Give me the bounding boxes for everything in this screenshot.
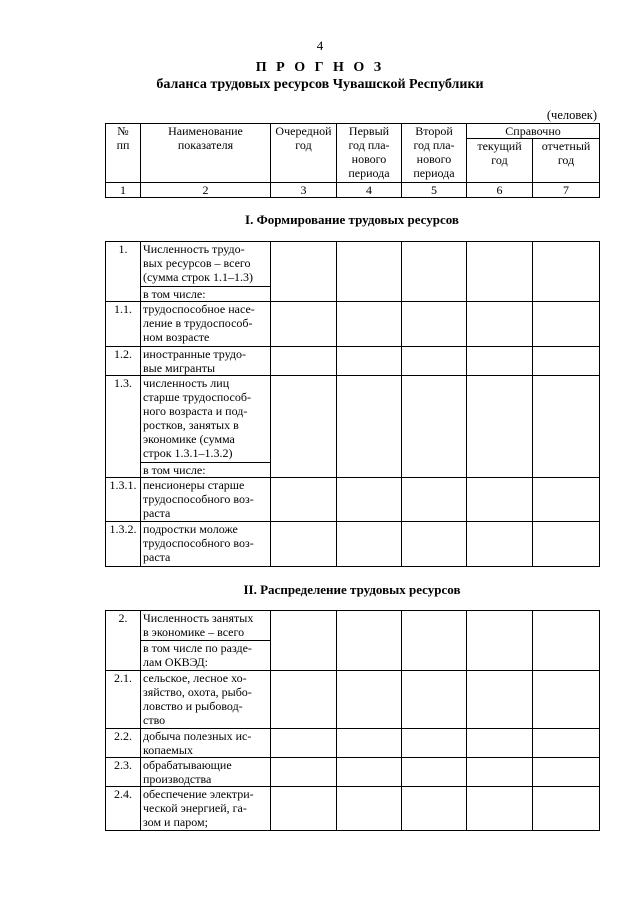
header-col7: отчетный год <box>533 139 600 183</box>
value-cell[interactable] <box>533 758 600 787</box>
value-cell[interactable] <box>337 522 402 567</box>
value-cell[interactable] <box>337 376 402 478</box>
value-cell[interactable] <box>271 242 337 302</box>
header-col5: Второй год пла- нового периода <box>402 124 467 183</box>
value-cell[interactable] <box>337 758 402 787</box>
colnum-3: 3 <box>271 183 337 198</box>
row-label: Численность занятых в экономике – всего <box>141 611 271 641</box>
unit-label: (человек) <box>546 108 597 122</box>
value-cell[interactable] <box>337 347 402 376</box>
value-cell[interactable] <box>402 376 467 478</box>
document-title: П Р О Г Н О З <box>255 60 385 75</box>
row-label: численность лиц старше трудоспособ- ного возраста и под- ростков, занятых в экономике (сумма строк 1.3.1–1.3.2) <box>141 376 271 463</box>
value-cell[interactable] <box>533 671 600 729</box>
value-cell[interactable] <box>271 758 337 787</box>
section1-title: I. Формирование трудовых ресурсов <box>245 212 459 227</box>
row-label: обрабатывающие производства <box>141 758 271 787</box>
value-cell[interactable] <box>271 671 337 729</box>
row-label: добыча полезных ис- копаемых <box>141 729 271 758</box>
value-cell[interactable] <box>467 242 533 302</box>
value-cell[interactable] <box>402 522 467 567</box>
value-cell[interactable] <box>337 787 402 831</box>
value-cell[interactable] <box>402 611 467 671</box>
value-cell[interactable] <box>467 729 533 758</box>
value-cell[interactable] <box>271 787 337 831</box>
row-label: трудоспособное насе- ление в трудоспособ- ном возрасте <box>141 302 271 347</box>
colnum-5: 5 <box>402 183 467 198</box>
value-cell[interactable] <box>402 478 467 522</box>
value-cell[interactable] <box>467 302 533 347</box>
value-cell[interactable] <box>402 787 467 831</box>
value-cell[interactable] <box>533 347 600 376</box>
value-cell[interactable] <box>467 376 533 478</box>
row-label: пенсионеры старше трудоспособного воз- раста <box>141 478 271 522</box>
value-cell[interactable] <box>402 242 467 302</box>
colnum-4: 4 <box>337 183 402 198</box>
value-cell[interactable] <box>271 729 337 758</box>
section2-table <box>105 610 600 831</box>
value-cell[interactable] <box>467 522 533 567</box>
header-table <box>105 123 600 198</box>
value-cell[interactable] <box>467 347 533 376</box>
row-number: 2.2. <box>106 729 141 758</box>
value-cell[interactable] <box>467 611 533 671</box>
header-reference: Справочно <box>467 124 600 139</box>
value-cell[interactable] <box>337 611 402 671</box>
value-cell[interactable] <box>337 478 402 522</box>
value-cell[interactable] <box>337 302 402 347</box>
header-col1: № пп <box>106 124 141 183</box>
row-number: 2.1. <box>106 671 141 729</box>
row-label: иностранные трудо- вые мигранты <box>141 347 271 376</box>
value-cell[interactable] <box>533 302 600 347</box>
row-label: обеспечение электри- ческой энергией, га- зом и паром; <box>141 787 271 831</box>
row-sublabel: в том числе по разде- лам ОКВЭД: <box>141 641 271 671</box>
row-number: 1.3. <box>106 376 141 478</box>
value-cell[interactable] <box>533 729 600 758</box>
value-cell[interactable] <box>337 671 402 729</box>
value-cell[interactable] <box>271 347 337 376</box>
value-cell[interactable] <box>337 242 402 302</box>
row-number: 2.4. <box>106 787 141 831</box>
row-number: 1. <box>106 242 141 302</box>
value-cell[interactable] <box>533 376 600 478</box>
row-number: 1.3.1. <box>106 478 141 522</box>
section1-table <box>105 241 600 567</box>
value-cell[interactable] <box>402 758 467 787</box>
colnum-2: 2 <box>141 183 271 198</box>
colnum-6: 6 <box>467 183 533 198</box>
header-col2: Наименование показателя <box>141 124 271 183</box>
row-number: 2.3. <box>106 758 141 787</box>
row-sublabel: в том числе: <box>141 463 271 478</box>
header-col3: Очередной год <box>271 124 337 183</box>
header-col4: Первый год пла- нового периода <box>337 124 402 183</box>
row-number: 2. <box>106 611 141 671</box>
row-sublabel: в том числе: <box>141 287 271 302</box>
colnum-7: 7 <box>533 183 600 198</box>
value-cell[interactable] <box>533 611 600 671</box>
value-cell[interactable] <box>271 376 337 478</box>
value-cell[interactable] <box>271 302 337 347</box>
value-cell[interactable] <box>533 478 600 522</box>
row-number: 1.1. <box>106 302 141 347</box>
colnum-1: 1 <box>106 183 141 198</box>
row-number: 1.3.2. <box>106 522 141 567</box>
value-cell[interactable] <box>467 478 533 522</box>
row-label: сельское, лесное хо- зяйство, охота, рыбо- ловство и рыбовод- ство <box>141 671 271 729</box>
value-cell[interactable] <box>271 611 337 671</box>
value-cell[interactable] <box>271 522 337 567</box>
value-cell[interactable] <box>467 787 533 831</box>
header-col6: текущий год <box>467 139 533 183</box>
value-cell[interactable] <box>337 729 402 758</box>
value-cell[interactable] <box>533 522 600 567</box>
value-cell[interactable] <box>402 671 467 729</box>
row-label: Численность трудо- вых ресурсов – всего (сумма строк 1.1–1.3) <box>141 242 271 287</box>
value-cell[interactable] <box>533 242 600 302</box>
section2-title: II. Распределение трудовых ресурсов <box>243 582 461 597</box>
value-cell[interactable] <box>402 347 467 376</box>
document-subtitle: баланса трудовых ресурсов Чувашской Республики <box>156 77 484 92</box>
value-cell[interactable] <box>467 671 533 729</box>
value-cell[interactable] <box>271 478 337 522</box>
page-number: 4 <box>316 38 324 53</box>
row-label: подростки моложе трудоспособного воз- раста <box>141 522 271 567</box>
value-cell[interactable] <box>402 302 467 347</box>
value-cell[interactable] <box>533 787 600 831</box>
value-cell[interactable] <box>402 729 467 758</box>
row-number: 1.2. <box>106 347 141 376</box>
value-cell[interactable] <box>467 758 533 787</box>
